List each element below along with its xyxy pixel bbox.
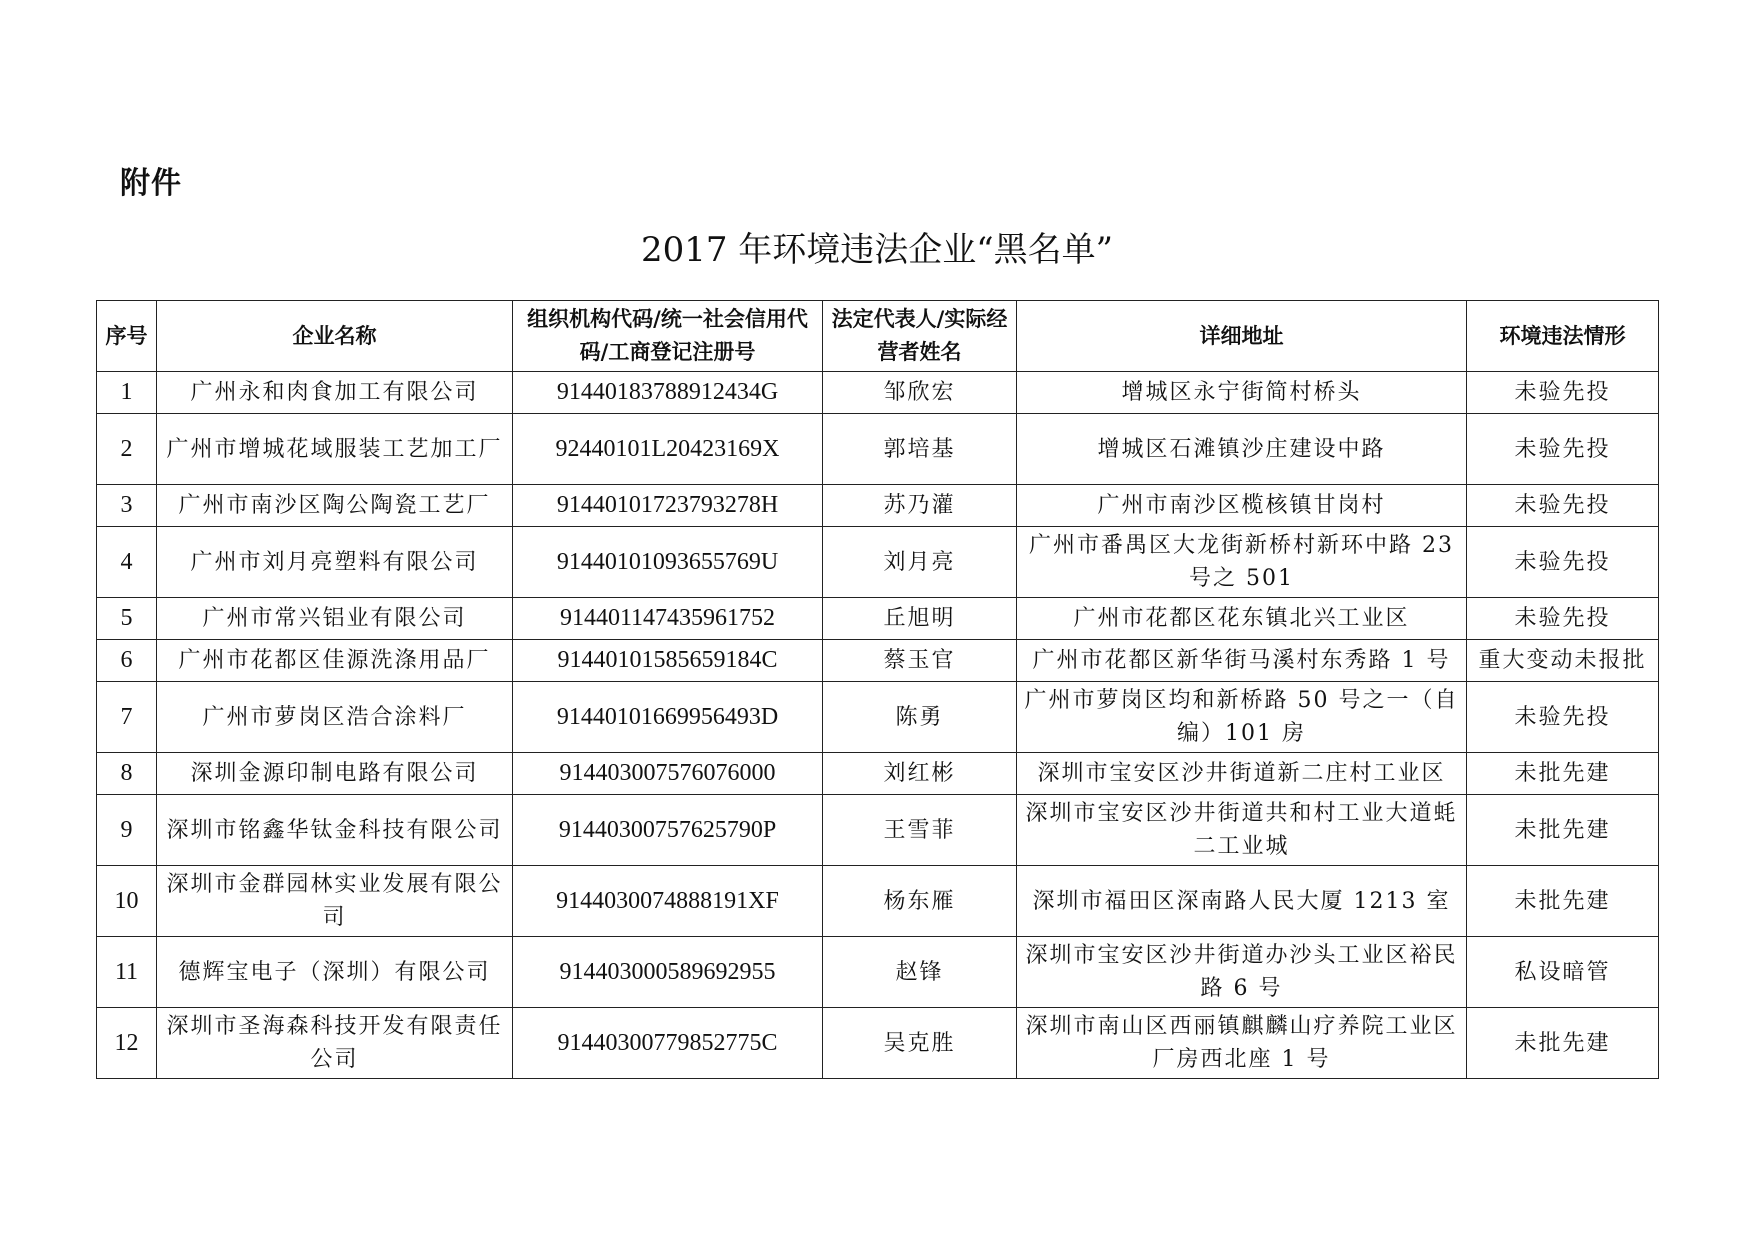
table-row xyxy=(97,640,1659,682)
cell-code: 9144030074888191XF xyxy=(513,866,823,937)
cell-company-name: 深圳市铭鑫华钛金科技有限公司 xyxy=(157,795,513,866)
table-row xyxy=(97,598,1659,640)
cell-company-name: 广州永和肉食加工有限公司 xyxy=(157,372,513,414)
cell-address: 增城区永宁街简村桥头 xyxy=(1017,372,1467,414)
cell-person: 苏乃灌 xyxy=(823,485,1017,527)
cell-code: 91440101093655769U xyxy=(513,527,823,598)
cell-no: 5 xyxy=(97,598,157,640)
cell-violation: 未验先投 xyxy=(1467,682,1659,753)
cell-code: 914403007576076000 xyxy=(513,753,823,795)
attachment-label: 附件 xyxy=(120,166,182,201)
cell-address: 深圳市南山区西丽镇麒麟山疗养院工业区厂房西北座 1 号 xyxy=(1017,1008,1467,1079)
cell-code: 92440101L20423169X xyxy=(513,414,823,485)
column-header-no: 序号 xyxy=(97,301,157,372)
cell-address: 深圳市宝安区沙井街道新二庄村工业区 xyxy=(1017,753,1467,795)
cell-address: 广州市花都区新华街马溪村东秀路 1 号 xyxy=(1017,640,1467,682)
cell-code: 91440183788912434G xyxy=(513,372,823,414)
cell-company-name: 深圳金源印制电路有限公司 xyxy=(157,753,513,795)
column-header-person: 法定代表人/实际经营者姓名 xyxy=(823,301,1017,372)
cell-code: 91440300779852775C xyxy=(513,1008,823,1079)
cell-no: 12 xyxy=(97,1008,157,1079)
cell-no: 6 xyxy=(97,640,157,682)
cell-violation: 未验先投 xyxy=(1467,414,1659,485)
cell-no: 9 xyxy=(97,795,157,866)
cell-company-name: 广州市常兴铝业有限公司 xyxy=(157,598,513,640)
table-row xyxy=(97,372,1659,414)
cell-violation: 未批先建 xyxy=(1467,1008,1659,1079)
cell-address: 深圳市宝安区沙井街道办沙头工业区裕民路 6 号 xyxy=(1017,937,1467,1008)
cell-no: 11 xyxy=(97,937,157,1008)
cell-address: 增城区石滩镇沙庄建设中路 xyxy=(1017,414,1467,485)
cell-violation: 未批先建 xyxy=(1467,866,1659,937)
cell-violation: 未验先投 xyxy=(1467,527,1659,598)
column-header-name: 企业名称 xyxy=(157,301,513,372)
cell-person: 杨东雁 xyxy=(823,866,1017,937)
cell-company-name: 广州市增城花域服装工艺加工厂 xyxy=(157,414,513,485)
column-header-code: 组织机构代码/统一社会信用代码/工商登记注册号 xyxy=(513,301,823,372)
table-row xyxy=(97,485,1659,527)
cell-company-name: 深圳市圣海森科技开发有限责任公司 xyxy=(157,1008,513,1079)
cell-violation: 重大变动未报批 xyxy=(1467,640,1659,682)
cell-code: 91440101585659184C xyxy=(513,640,823,682)
cell-violation: 未验先投 xyxy=(1467,598,1659,640)
cell-company-name: 广州市花都区佳源洗涤用品厂 xyxy=(157,640,513,682)
table-row xyxy=(97,795,1659,866)
cell-person: 吴克胜 xyxy=(823,1008,1017,1079)
cell-no: 8 xyxy=(97,753,157,795)
cell-code: 914403000589692955 xyxy=(513,937,823,1008)
cell-person: 刘红彬 xyxy=(823,753,1017,795)
table-row xyxy=(97,527,1659,598)
cell-company-name: 德辉宝电子（深圳）有限公司 xyxy=(157,937,513,1008)
table-row xyxy=(97,753,1659,795)
cell-no: 1 xyxy=(97,372,157,414)
column-header-address: 详细地址 xyxy=(1017,301,1467,372)
cell-violation: 未批先建 xyxy=(1467,753,1659,795)
table-row xyxy=(97,682,1659,753)
cell-person: 蔡玉官 xyxy=(823,640,1017,682)
cell-company-name: 广州市刘月亮塑料有限公司 xyxy=(157,527,513,598)
blacklist-table xyxy=(96,300,1659,1079)
cell-no: 10 xyxy=(97,866,157,937)
document-title: 2017 年环境违法企业“黑名单” xyxy=(640,230,1114,270)
cell-person: 郭培基 xyxy=(823,414,1017,485)
cell-violation: 私设暗管 xyxy=(1467,937,1659,1008)
cell-violation: 未验先投 xyxy=(1467,372,1659,414)
table-row xyxy=(97,414,1659,485)
cell-no: 7 xyxy=(97,682,157,753)
cell-person: 邹欣宏 xyxy=(823,372,1017,414)
cell-person: 赵锋 xyxy=(823,937,1017,1008)
cell-violation: 未验先投 xyxy=(1467,485,1659,527)
cell-code: 91440101723793278H xyxy=(513,485,823,527)
cell-company-name: 深圳市金群园林实业发展有限公司 xyxy=(157,866,513,937)
cell-violation: 未批先建 xyxy=(1467,795,1659,866)
cell-address: 深圳市宝安区沙井街道共和村工业大道蚝二工业城 xyxy=(1017,795,1467,866)
cell-company-name: 广州市萝岗区浩合涂料厂 xyxy=(157,682,513,753)
cell-address: 广州市番禺区大龙街新桥村新环中路 23 号之 501 xyxy=(1017,527,1467,598)
cell-address: 广州市萝岗区均和新桥路 50 号之一（自编）101 房 xyxy=(1017,682,1467,753)
table-header-row xyxy=(97,301,1659,372)
table-row xyxy=(97,1008,1659,1079)
cell-no: 4 xyxy=(97,527,157,598)
table-row xyxy=(97,937,1659,1008)
cell-no: 2 xyxy=(97,414,157,485)
cell-no: 3 xyxy=(97,485,157,527)
cell-code: 914401147435961752 xyxy=(513,598,823,640)
table-row xyxy=(97,866,1659,937)
cell-address: 深圳市福田区深南路人民大厦 1213 室 xyxy=(1017,866,1467,937)
cell-person: 丘旭明 xyxy=(823,598,1017,640)
cell-code: 91440101669956493D xyxy=(513,682,823,753)
cell-company-name: 广州市南沙区陶公陶瓷工艺厂 xyxy=(157,485,513,527)
cell-person: 陈勇 xyxy=(823,682,1017,753)
cell-person: 刘月亮 xyxy=(823,527,1017,598)
table-body xyxy=(97,372,1659,1079)
blacklist-table-container xyxy=(96,300,1658,1079)
cell-code: 91440300757625790P xyxy=(513,795,823,866)
cell-address: 广州市南沙区榄核镇甘岗村 xyxy=(1017,485,1467,527)
column-header-violation: 环境违法情形 xyxy=(1467,301,1659,372)
cell-person: 王雪菲 xyxy=(823,795,1017,866)
cell-address: 广州市花都区花东镇北兴工业区 xyxy=(1017,598,1467,640)
